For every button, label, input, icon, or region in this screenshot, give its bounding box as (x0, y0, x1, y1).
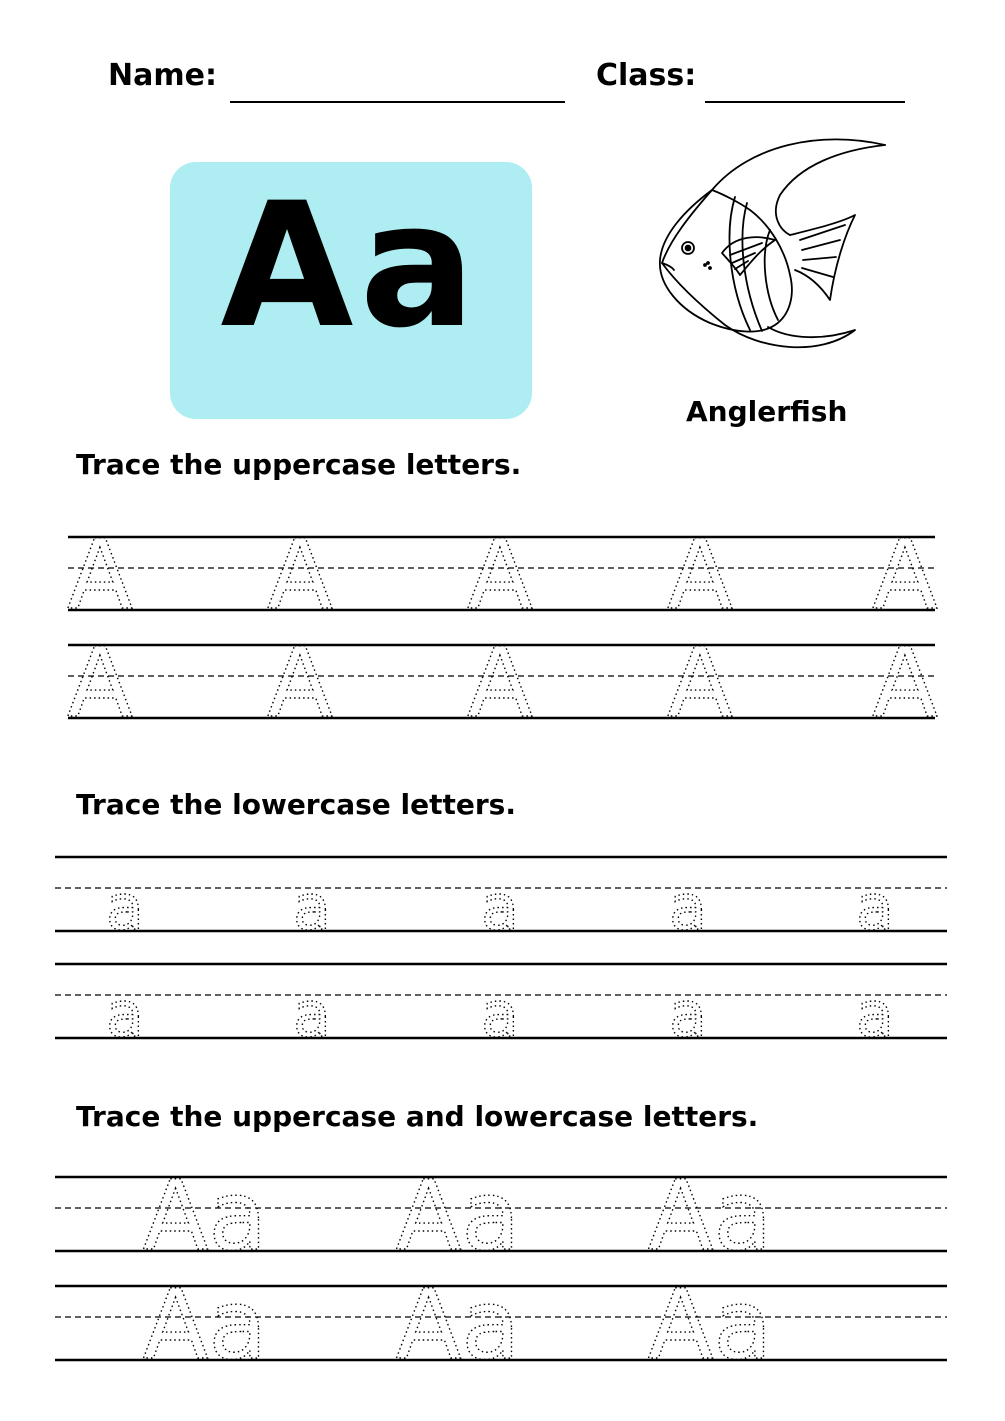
trace-glyph: A (267, 627, 333, 739)
trace-glyph: a (293, 978, 331, 1051)
trace-glyph: A (667, 519, 733, 631)
trace-glyph: a (856, 871, 894, 944)
trace-glyph: A (872, 519, 938, 631)
class-label: Class: (596, 58, 697, 93)
featured-letters: Aa (220, 165, 482, 366)
trace-glyph: a (293, 871, 331, 944)
trace-glyph: a (106, 978, 144, 1051)
trace-glyph: a (669, 978, 707, 1051)
trace-glyph: A (467, 627, 533, 739)
trace-glyph: A (267, 519, 333, 631)
trace-glyph: A (667, 627, 733, 739)
trace-glyph: a (669, 871, 707, 944)
name-label: Name: (108, 58, 217, 93)
trace-glyph: Aa (142, 1160, 268, 1272)
trace-glyph: a (106, 871, 144, 944)
trace-glyph: Aa (142, 1269, 268, 1381)
trace-glyph: A (872, 627, 938, 739)
trace-glyph: Aa (647, 1160, 773, 1272)
trace-glyph: a (856, 978, 894, 1051)
section-title-mixed: Trace the uppercase and lowercase letters. (76, 1100, 759, 1133)
trace-glyph: Aa (647, 1269, 773, 1381)
trace-glyph: A (67, 519, 133, 631)
trace-glyph: Aa (395, 1160, 521, 1272)
section-title-lowercase: Trace the lowercase letters. (76, 788, 516, 821)
trace-glyph: A (467, 519, 533, 631)
trace-glyph: a (481, 871, 519, 944)
section-title-uppercase: Trace the uppercase letters. (76, 448, 522, 481)
trace-glyph: A (67, 627, 133, 739)
trace-glyph: a (481, 978, 519, 1051)
picture-caption: Anglerfish (686, 395, 848, 428)
trace-glyph: Aa (395, 1269, 521, 1381)
